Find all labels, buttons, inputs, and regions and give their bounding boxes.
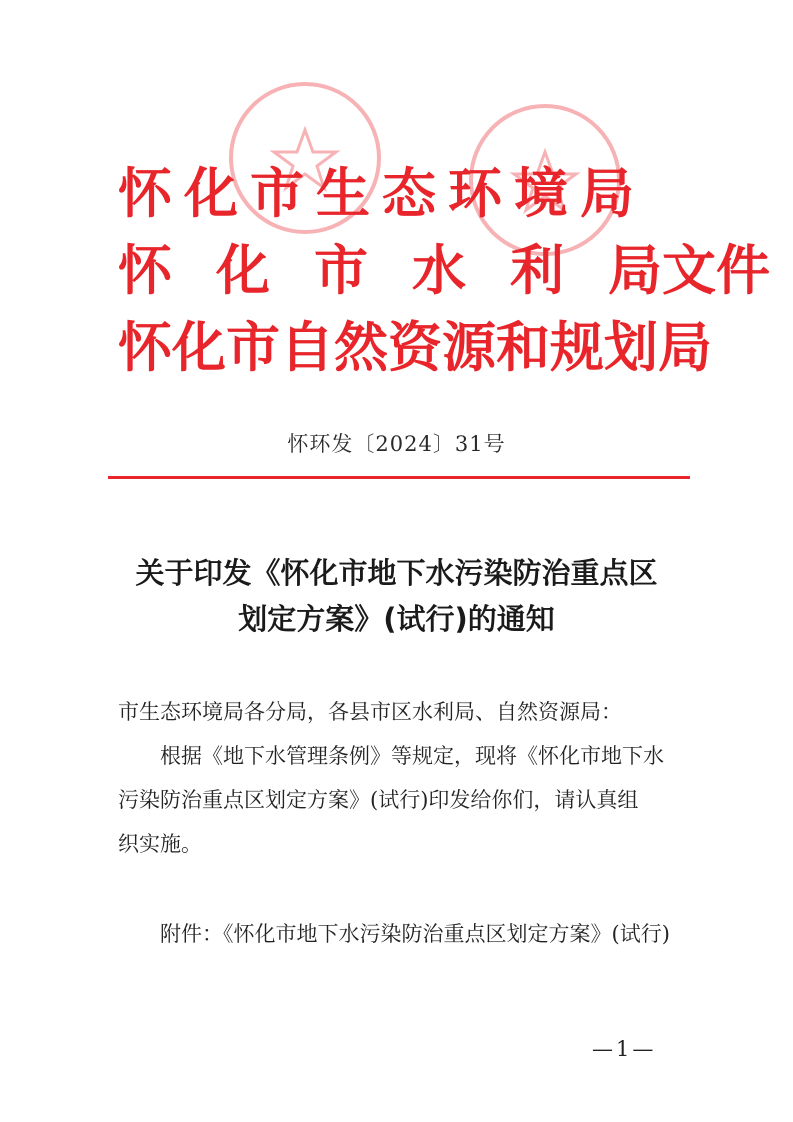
page-number: —1— — [592, 1037, 657, 1061]
header-char: 怀 — [118, 239, 172, 302]
header-char: 利 — [510, 239, 564, 302]
red-divider — [108, 476, 690, 479]
paragraph-line: 根据《地下水管理条例》等规定，现将《怀化市地下水 — [160, 744, 664, 768]
addressee: 市生态环境局各分局，各县市区水利局、自然资源局： — [118, 700, 622, 724]
document-title-line-1: 关于印发《怀化市地下水污染防治重点区 — [135, 556, 658, 590]
paragraph-line: 织实施。 — [118, 832, 202, 856]
attachment-note: 附件：《怀化市地下水污染防治重点区划定方案》(试行) — [160, 922, 670, 946]
header-char: 市 — [314, 239, 368, 302]
document-title-line-2: 划定方案》(试行)的通知 — [238, 602, 555, 636]
header-agency-ecology: 怀化市生态环境局 — [118, 162, 646, 225]
header-agency-resources: 怀化市自然资源和规划局 — [118, 316, 712, 379]
paragraph-line: 污染防治重点区划定方案》(试行)印发给你们，请认真组 — [118, 788, 639, 812]
header-char: 局文件 — [608, 239, 770, 302]
header-char: 水 — [412, 239, 466, 302]
header-agency-water — [118, 235, 770, 307]
header-char: 化 — [216, 239, 270, 302]
document-number: 怀环发〔2024〕31号 — [287, 432, 506, 456]
